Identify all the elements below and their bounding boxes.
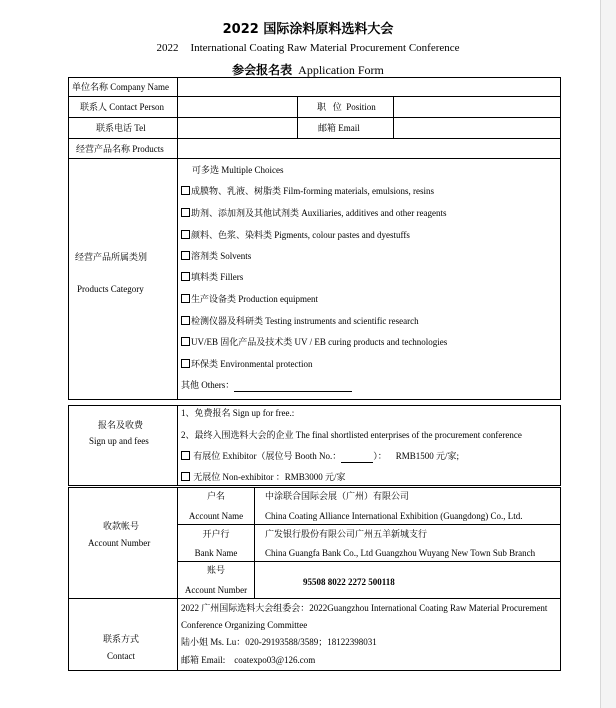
form-title: 参会报名表 Application Form: [232, 63, 384, 77]
email-field[interactable]: [394, 118, 560, 137]
checkbox-icon[interactable]: [181, 272, 190, 281]
contact-person-field[interactable]: [178, 97, 296, 116]
bank-name-label-cn: 开户行: [202, 529, 230, 539]
contact-phone: 陆小姐 Ms. Lu：020-29193588/3589；18122398031: [181, 637, 377, 647]
account-label-en: Account Number: [88, 538, 151, 548]
multiple-choices-note: 可多选 Multiple Choices: [192, 165, 284, 175]
company-name-label: 单位名称 Company Name: [72, 82, 169, 92]
contact-label-en: Contact: [107, 651, 135, 661]
category-label-cn: 经营产品所属类别: [75, 252, 148, 262]
tel-field[interactable]: [178, 118, 296, 137]
category-option[interactable]: 环保类 Environmental protection: [181, 359, 312, 370]
category-option[interactable]: 生产设备类 Production equipment: [181, 294, 318, 305]
account-name-label-en: Account Name: [188, 511, 244, 521]
checkbox-icon[interactable]: [181, 294, 190, 303]
checkbox-icon[interactable]: [181, 208, 190, 217]
fees-line-free: 1、免费报名 Sign up for free.:: [181, 408, 295, 418]
others-label: 其他 Others：: [181, 380, 352, 392]
contact-label-cn: 联系方式: [103, 634, 140, 644]
contact-email: 邮箱 Email: coatexpo03@126.com: [181, 655, 316, 665]
account-name-value-en: China Coating Alliance International Exhibition (Guangdong) Co., Ltd.: [265, 511, 523, 521]
others-field[interactable]: [234, 380, 352, 392]
checkbox-icon[interactable]: [181, 251, 190, 260]
title-cn: 2022 国际涂料原料选料大会: [222, 22, 394, 37]
fees-label-en: Sign up and fees: [89, 436, 149, 446]
organizer-line-2: Conference Organizing Committee: [181, 620, 308, 630]
category-option[interactable]: 溶剂类 Solvents: [181, 251, 251, 262]
account-name-label-cn: 户名: [206, 491, 225, 501]
checkbox-icon[interactable]: [181, 472, 190, 481]
category-label-en: Products Category: [77, 284, 144, 294]
category-option[interactable]: 成膜物、乳液、树脂类 Film-forming materials, emulsions, resins: [181, 186, 434, 197]
products-label: 经营产品名称 Products: [76, 144, 164, 154]
category-option[interactable]: 颜料、色浆、染料类 Pigments, colour pastes and dyestuffs: [181, 230, 410, 241]
bank-name-label-en: Bank Name: [194, 548, 238, 558]
non-exhibitor-option[interactable]: 无展位 Non-exhibitor ：RMB3000 元/家: [181, 472, 346, 483]
account-label-cn: 收款帐号: [103, 521, 140, 531]
category-option[interactable]: 填料类 Fillers: [181, 272, 243, 283]
checkbox-icon[interactable]: [181, 230, 190, 239]
products-field[interactable]: [178, 139, 560, 157]
checkbox-icon[interactable]: [181, 186, 190, 195]
category-option[interactable]: 助剂、添加剂及其他试剂类 Auxiliaries, additives and other reagents: [181, 208, 446, 219]
fees-line-shortlisted: 2、最终入围选料大会的企业 The final shortlisted enterprises of the procurement conference: [181, 430, 522, 440]
page-margin-strip: [600, 0, 616, 708]
tel-label: 联系电话 Tel: [96, 123, 146, 133]
exhibitor-option[interactable]: 有展位 Exhibitor（展位号 Booth No.： ）： RMB1500 元/家;: [181, 451, 459, 463]
account-number-label-en: Account Number: [184, 585, 248, 595]
organizer-line: 2022 广州国际选料大会组委会：2022Guangzhou International Coating Raw Material Procurement: [181, 603, 548, 613]
booth-number-field[interactable]: [341, 451, 373, 463]
position-field[interactable]: [394, 97, 560, 116]
fees-label-cn: 报名及收费: [98, 420, 144, 430]
account-name-value-cn: 中涂联合国际会展（广州）有限公司: [265, 491, 410, 501]
bank-name-value-cn: 广发银行股份有限公司广州五羊新城支行: [265, 529, 428, 539]
email-label: 邮箱 Email: [318, 123, 360, 133]
title-en: 2022 International Coating Raw Material Procurement Conference: [156, 42, 460, 54]
checkbox-icon[interactable]: [181, 451, 190, 460]
bank-name-value-en: China Guangfa Bank Co., Ltd Guangzhou Wuyang New Town Sub Branch: [265, 548, 536, 558]
contact-person-label: 联系人 Contact Person: [80, 102, 164, 112]
checkbox-icon[interactable]: [181, 316, 190, 325]
checkbox-icon[interactable]: [181, 359, 190, 368]
company-name-field[interactable]: [178, 78, 560, 96]
account-number-label-cn: 账号: [206, 565, 225, 575]
position-label: 职 位 Position: [317, 102, 376, 112]
checkbox-icon[interactable]: [181, 337, 190, 346]
category-option[interactable]: 检测仪器及科研类 Testing instruments and scientific research: [181, 316, 419, 327]
account-number-value: 95508 8022 2272 500118: [303, 577, 395, 587]
category-option[interactable]: UV/EB 固化产品及技术类 UV / EB curing products and technologies: [181, 337, 447, 348]
